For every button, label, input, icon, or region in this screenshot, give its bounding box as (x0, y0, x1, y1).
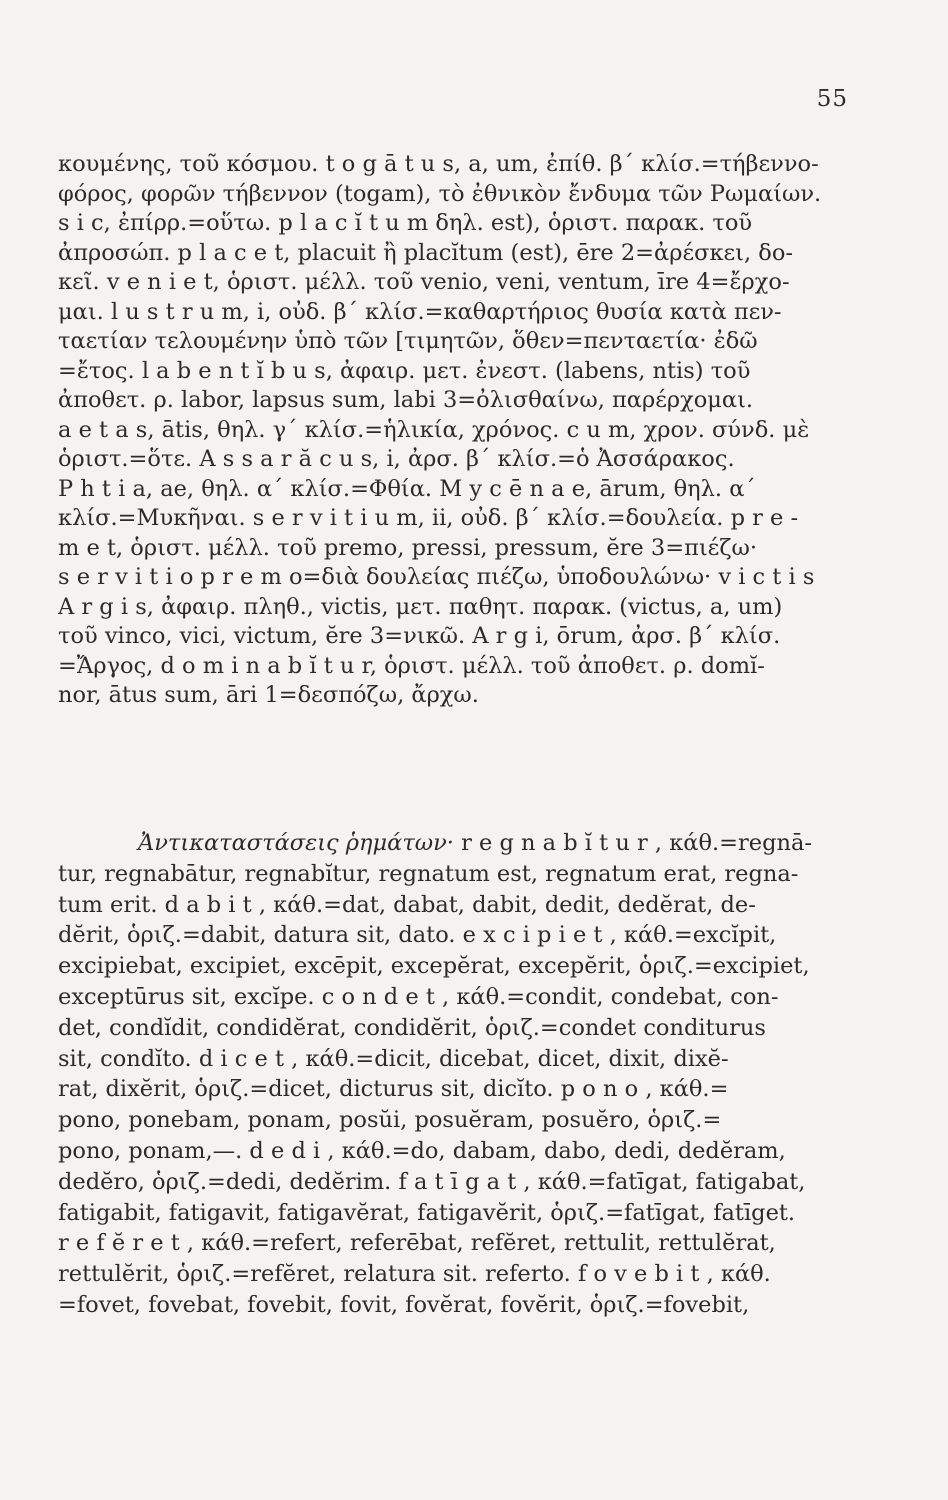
text-line: rettulĕrit, ὁριζ.=refĕret, relatura sit. referto. f o v e b i t , κάθ. (58, 1261, 771, 1288)
text-line: ἀποθετ. ρ. labor, lapsus sum, labi 3=ὀλισθαίνω, παρέρχομαι. (58, 387, 754, 413)
text-line: sit, condĭto. d i c e t , κάθ.=dicit, dicebat, dicet, dixit, dixĕ- (58, 1045, 729, 1072)
text-line: pono, ponam,—. d e d i , κάθ.=do, dabam, dabo, dedi, dedĕram, (58, 1137, 786, 1164)
page-number: 55 (816, 86, 848, 112)
paragraph-first-line (58, 828, 878, 859)
text-line: r e f ĕ r e t , κάθ.=refert, referēbat, refĕret, rettulit, rettulĕrat, (58, 1230, 776, 1257)
text-line: dedĕro, ὁριζ.=dedi, dedĕrim. f a t ī g a t , κάθ.=fatīgat, fatigabat, (58, 1168, 806, 1195)
text-line: κεῖ. v e n i e t, ὁριστ. μέλλ. τοῦ venio, veni, ventum, īre 4=ἔρχο- (58, 269, 790, 295)
text-line: rat, dixĕrit, ὁριζ.=dicet, dicturus sit, dicĭto. p o n o , κάθ.= (58, 1076, 729, 1103)
text-line: ἀπροσώπ. p l a c e t, placuit ἢ placĭtum (est), ēre 2=ἀρέσκει, δο- (58, 239, 793, 266)
text-line: P h t i a, ae, θηλ. α΄ κλίσ.=Φθία. M y c ē n a e, ārum, θηλ. α΄ (58, 475, 756, 502)
first-line-rest: r e g n a b ĭ t u r , κάθ.=regnā- (453, 830, 812, 856)
text-line: κουμένης, τοῦ κόσμου. t o g ā t u s, a, um, ἐπίθ. β΄ κλίσ.=τήβεννο- (58, 151, 819, 177)
text-line: κλίσ.=Μυκῆναι. s e r v i t i u m, ii, οὐδ. β΄ κλίσ.=δουλεία. p r e - (58, 505, 799, 531)
text-line: ὁριστ.=ὅτε. A s s a r ă c u s, i, ἀρσ. β΄ κλίσ.=ὁ Ἀσσάρακος. (58, 446, 735, 472)
text-line: μαι. l u s t r u m, i, οὐδ. β΄ κλίσ.=καθαρτήριος θυσία κατὰ πεν- (58, 298, 782, 325)
text-line: det, condĭdit, condidĕrat, condidĕrit, ὁριζ.=condet conditurus (58, 1014, 766, 1041)
text-line: =Ἄργος, d o m i n a b ĭ t u r, ὁριστ. μέλλ. τοῦ ἀποθετ. ρ. domĭ- (58, 652, 765, 679)
text-line: s e r v i t i o p r e m o=διὰ δουλείας πιέζω, ὑποδουλώνω· v i c t i s (58, 564, 815, 590)
text-line: nor, ātus sum, āri 1=δεσπόζω, ἄρχω. (58, 682, 479, 708)
text-line: =fovet, fovebat, fovebit, fovit, fovĕrat, fovĕrit, ὁριζ.=fovebit, (58, 1291, 750, 1318)
text-line: s i c, ἐπίρρ.=οὕτω. p l a c ĭ t u m δηλ. est), ὁριστ. παρακ. τοῦ (58, 210, 753, 236)
text-line: excipiebat, excipiet, excēpit, excepĕrat, excepĕrit, ὁριζ.=excipiet, (58, 953, 810, 980)
text-line: A r g i s, ἀφαιρ. πληθ., victis, μετ. παθητ. παρακ. (victus, a, um) (58, 593, 783, 620)
text-line: τοῦ vinco, vici, victum, ĕre 3=νικῶ. A r g i, ōrum, ἀρσ. β΄ κλίσ. (58, 623, 781, 649)
text-line: fatigabit, fatigavit, fatigavĕrat, fatigavĕrit, ὁριζ.=fatīgat, fatīget. (58, 1199, 796, 1226)
section-heading: Ἀντικαταστάσεις ῥημάτων· (138, 830, 454, 856)
text-line: φόρος, φορῶν τήβεννον (togam), τὸ ἐθνικὸν ἔνδυμα τῶν Ρωμαίων. (58, 180, 822, 207)
text-line: dĕrit, ὁριζ.=dabit, datura sit, dato. e x c i p i e t , κάθ.=excĭpit, (58, 922, 777, 949)
paragraph-vocabulary (58, 150, 878, 711)
text-line: =ἔτος. l a b e n t ĭ b u s, ἀφαιρ. μετ. ἐνεστ. (labens, ntis) τοῦ (58, 357, 751, 384)
text-line: exceptūrus sit, excĭpe. c o n d e t , κάθ.=condit, condebat, con- (58, 983, 779, 1010)
text-line: pono, ponebam, ponam, posŭi, posuĕram, posuĕro, ὁριζ.= (58, 1107, 722, 1134)
text-line: a e t a s, ātis, θηλ. γ΄ κλίσ.=ἡλικία, χρόνος. c u m, χρον. σύνδ. μὲ (58, 416, 810, 443)
text-line: ταετίαν τελουμένην ὑπὸ τῶν [τιμητῶν, ὅθεν=πενταετία· ἐδῶ (58, 328, 758, 354)
paragraph-verb-substitutions (58, 828, 878, 1321)
text-line: tum erit. d a b i t , κάθ.=dat, dabat, dabit, dedit, dedĕrat, de- (58, 891, 756, 918)
text-line: m e t, ὁριστ. μέλλ. τοῦ premo, pressi, pressum, ĕre 3=πιέζω· (58, 534, 758, 561)
text-line: tur, regnabātur, regnabĭtur, regnatum est, regnatum erat, regna- (58, 860, 799, 887)
